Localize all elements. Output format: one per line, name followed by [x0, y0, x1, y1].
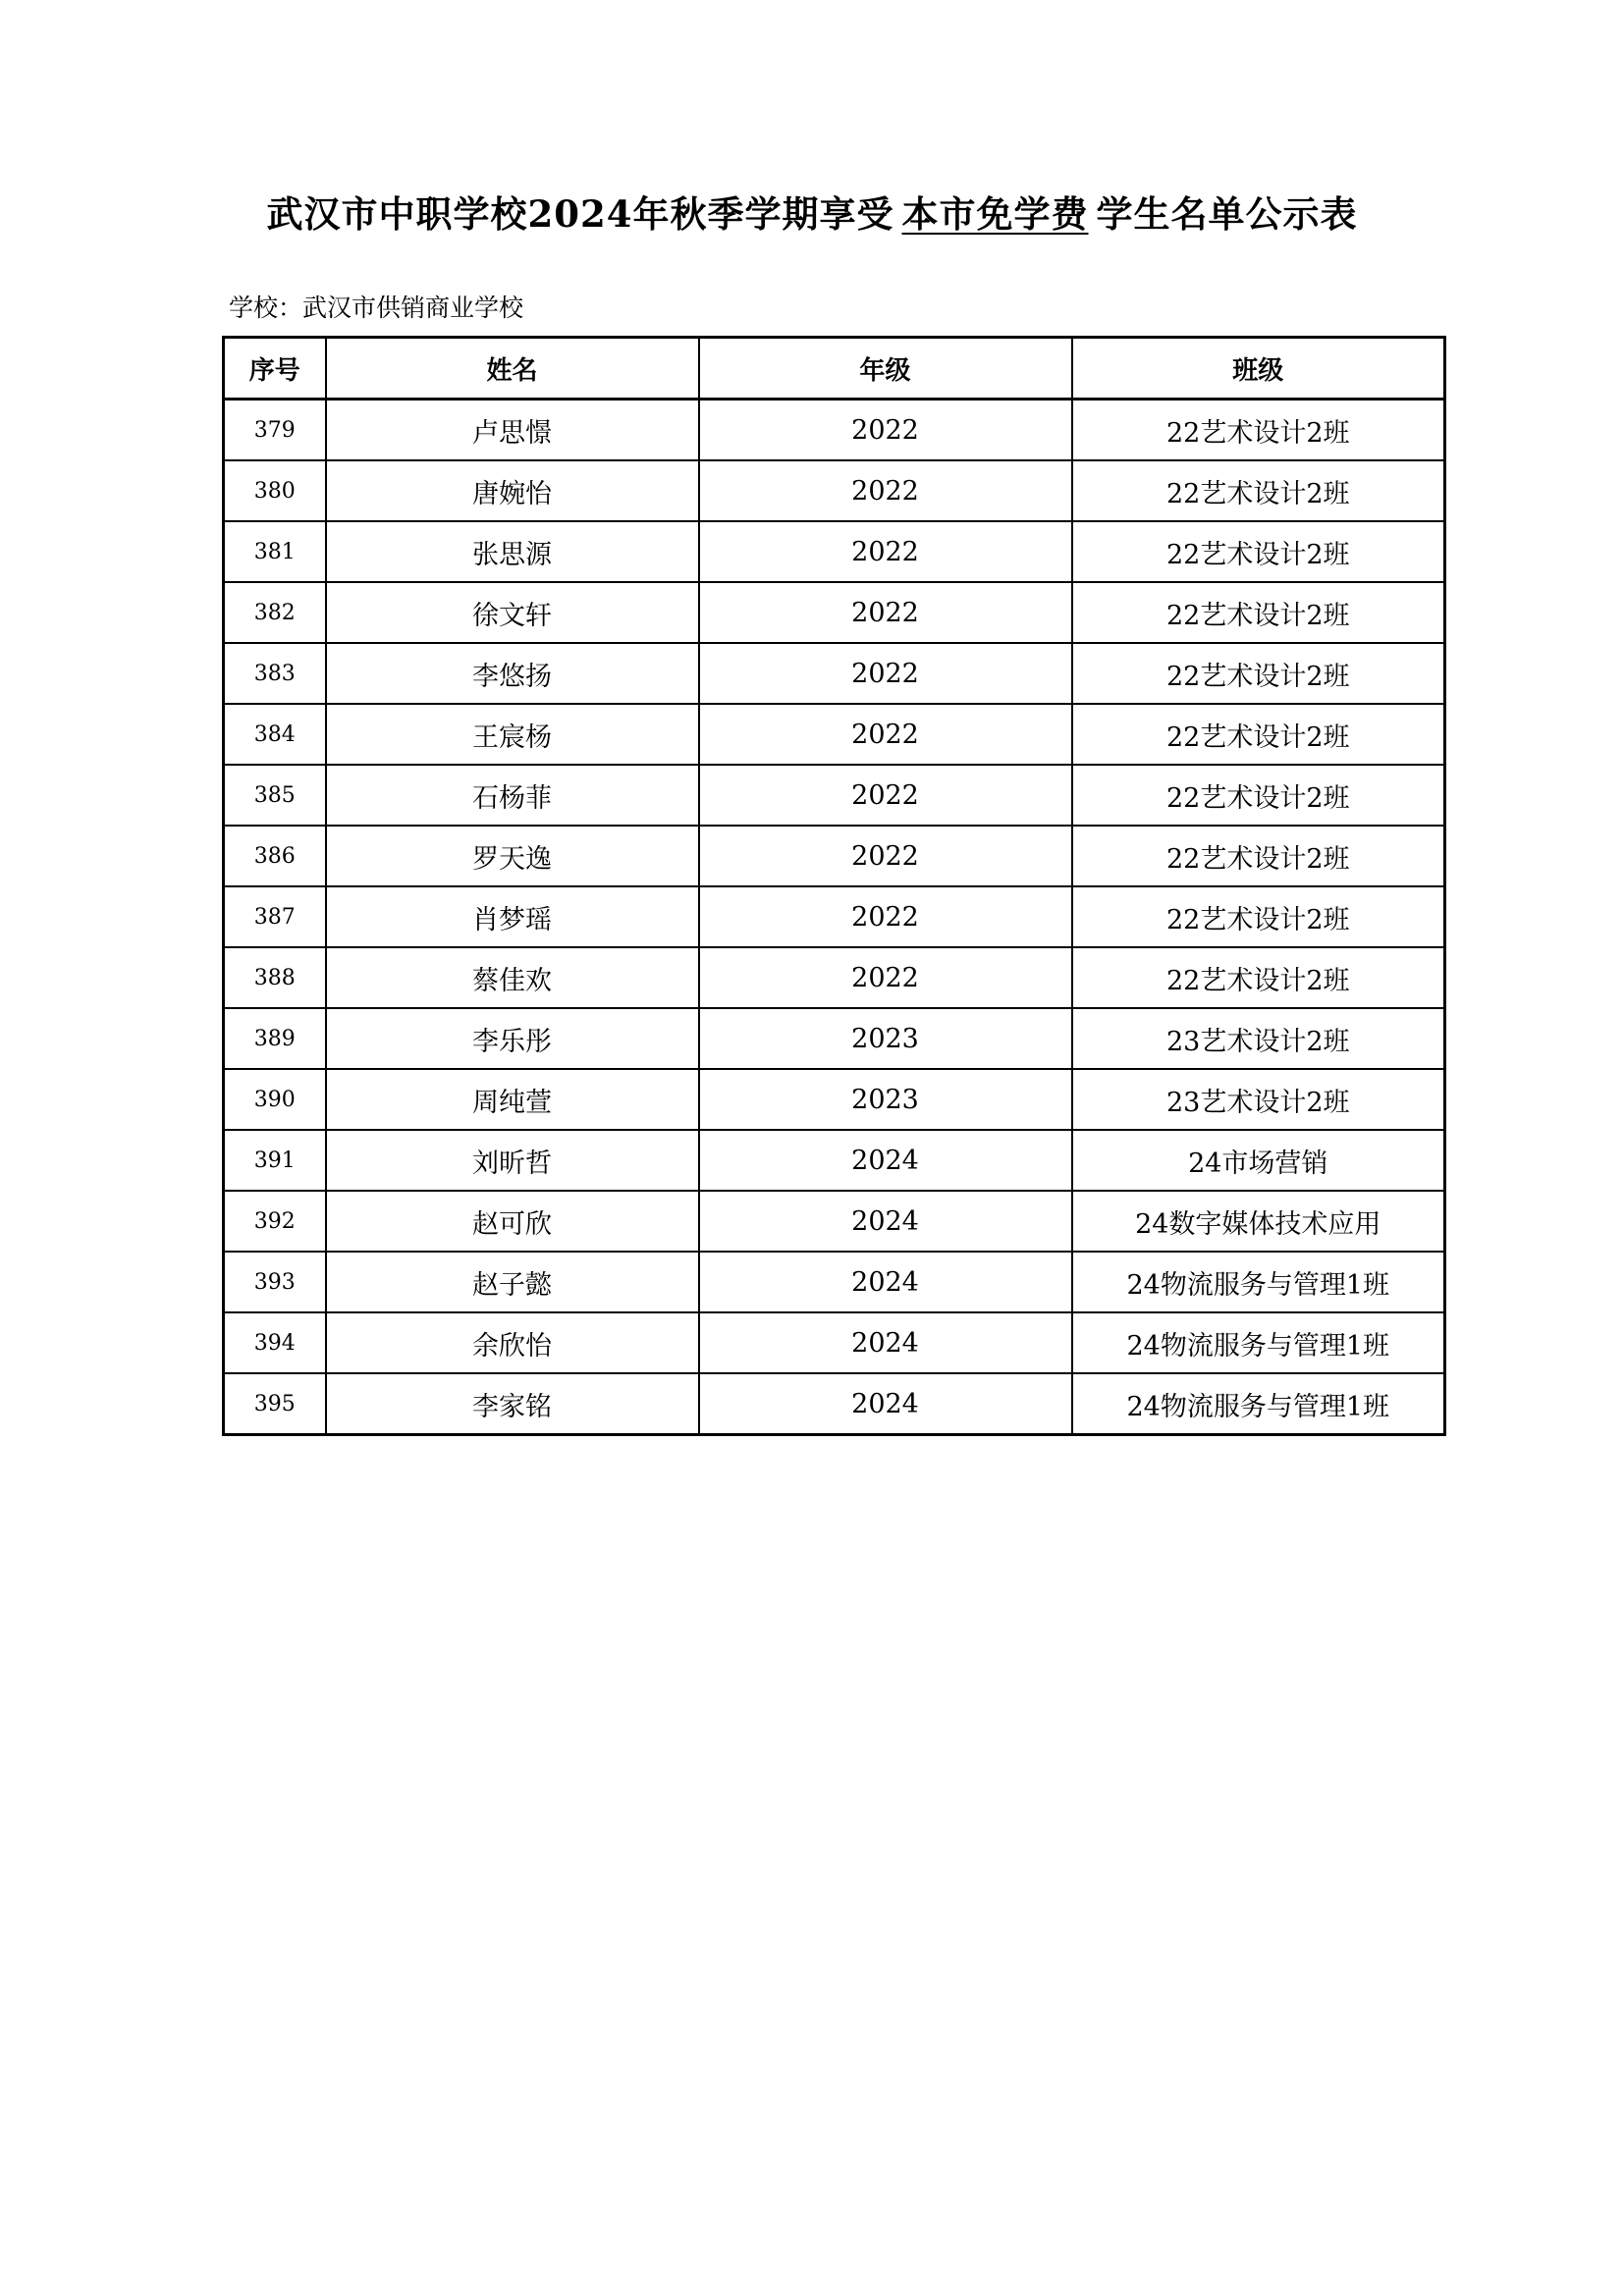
cell-number: 385 — [224, 765, 326, 826]
cell-name: 张思源 — [326, 521, 699, 582]
cell-number: 382 — [224, 582, 326, 643]
cell-name: 赵子懿 — [326, 1252, 699, 1312]
cell-name: 徐文轩 — [326, 582, 699, 643]
cell-name: 李家铭 — [326, 1373, 699, 1435]
school-line: 学校：武汉市供销商业学校 — [229, 294, 524, 322]
cell-grade: 2022 — [699, 582, 1072, 643]
cell-class: 23艺术设计2班 — [1072, 1008, 1445, 1069]
table-row — [224, 765, 1445, 826]
cell-class: 22艺术设计2班 — [1072, 521, 1445, 582]
cell-grade: 2022 — [699, 947, 1072, 1008]
cell-class: 22艺术设计2班 — [1072, 460, 1445, 521]
cell-grade: 2022 — [699, 765, 1072, 826]
cell-number: 393 — [224, 1252, 326, 1312]
cell-name: 王宸杨 — [326, 704, 699, 765]
title-prefix: 武汉市中职学校2024年秋季学期享受 — [266, 192, 894, 236]
cell-number: 394 — [224, 1312, 326, 1373]
table-row — [224, 1312, 1445, 1373]
cell-class: 22艺术设计2班 — [1072, 582, 1445, 643]
header-name: 姓名 — [326, 338, 699, 400]
cell-grade: 2024 — [699, 1191, 1072, 1252]
cell-grade: 2022 — [699, 826, 1072, 886]
table-row — [224, 460, 1445, 521]
cell-class: 22艺术设计2班 — [1072, 643, 1445, 704]
table-row — [224, 1252, 1445, 1312]
table-row — [224, 947, 1445, 1008]
cell-name: 石杨菲 — [326, 765, 699, 826]
cell-grade: 2024 — [699, 1252, 1072, 1312]
cell-number: 383 — [224, 643, 326, 704]
header-grade: 年级 — [699, 338, 1072, 400]
cell-number: 387 — [224, 886, 326, 947]
table-row — [224, 1130, 1445, 1191]
table-row — [224, 1373, 1445, 1435]
cell-class: 24市场营销 — [1072, 1130, 1445, 1191]
table-row — [224, 1191, 1445, 1252]
table-row — [224, 826, 1445, 886]
cell-class: 22艺术设计2班 — [1072, 400, 1445, 461]
cell-name: 唐婉怡 — [326, 460, 699, 521]
cell-class: 24物流服务与管理1班 — [1072, 1373, 1445, 1435]
cell-name: 肖梦瑶 — [326, 886, 699, 947]
cell-class: 22艺术设计2班 — [1072, 947, 1445, 1008]
cell-number: 381 — [224, 521, 326, 582]
cell-number: 392 — [224, 1191, 326, 1252]
table-header-row — [224, 338, 1445, 400]
student-roster-table — [222, 336, 1446, 1436]
table-row — [224, 582, 1445, 643]
cell-class: 22艺术设计2班 — [1072, 704, 1445, 765]
header-number: 序号 — [224, 338, 326, 400]
cell-grade: 2022 — [699, 643, 1072, 704]
cell-name: 罗天逸 — [326, 826, 699, 886]
cell-name: 李悠扬 — [326, 643, 699, 704]
cell-number: 388 — [224, 947, 326, 1008]
table-row — [224, 521, 1445, 582]
table-row — [224, 643, 1445, 704]
cell-name: 刘昕哲 — [326, 1130, 699, 1191]
cell-grade: 2023 — [699, 1008, 1072, 1069]
cell-number: 384 — [224, 704, 326, 765]
cell-class: 22艺术设计2班 — [1072, 886, 1445, 947]
cell-name: 周纯萱 — [326, 1069, 699, 1130]
table-row — [224, 1069, 1445, 1130]
cell-class: 22艺术设计2班 — [1072, 826, 1445, 886]
title-underlined-term: 本市免学费 — [901, 192, 1089, 236]
cell-grade: 2022 — [699, 704, 1072, 765]
cell-class: 22艺术设计2班 — [1072, 765, 1445, 826]
header-class: 班级 — [1072, 338, 1445, 400]
table-row — [224, 704, 1445, 765]
cell-class: 23艺术设计2班 — [1072, 1069, 1445, 1130]
cell-name: 赵可欣 — [326, 1191, 699, 1252]
cell-class: 24物流服务与管理1班 — [1072, 1312, 1445, 1373]
cell-number: 391 — [224, 1130, 326, 1191]
cell-grade: 2024 — [699, 1373, 1072, 1435]
cell-number: 389 — [224, 1008, 326, 1069]
page-title — [0, 185, 1624, 238]
table-row — [224, 400, 1445, 461]
cell-number: 379 — [224, 400, 326, 461]
cell-name: 蔡佳欢 — [326, 947, 699, 1008]
cell-grade: 2022 — [699, 886, 1072, 947]
cell-number: 395 — [224, 1373, 326, 1435]
cell-number: 386 — [224, 826, 326, 886]
cell-grade: 2022 — [699, 521, 1072, 582]
cell-class: 24物流服务与管理1班 — [1072, 1252, 1445, 1312]
title-suffix: 学生名单公示表 — [1096, 192, 1358, 236]
cell-grade: 2024 — [699, 1130, 1072, 1191]
cell-grade: 2022 — [699, 400, 1072, 461]
cell-name: 李乐彤 — [326, 1008, 699, 1069]
cell-number: 390 — [224, 1069, 326, 1130]
cell-number: 380 — [224, 460, 326, 521]
cell-grade: 2024 — [699, 1312, 1072, 1373]
table-row — [224, 886, 1445, 947]
table-row — [224, 1008, 1445, 1069]
cell-grade: 2023 — [699, 1069, 1072, 1130]
cell-grade: 2022 — [699, 460, 1072, 521]
cell-class: 24数字媒体技术应用 — [1072, 1191, 1445, 1252]
cell-name: 卢思憬 — [326, 400, 699, 461]
cell-name: 余欣怡 — [326, 1312, 699, 1373]
